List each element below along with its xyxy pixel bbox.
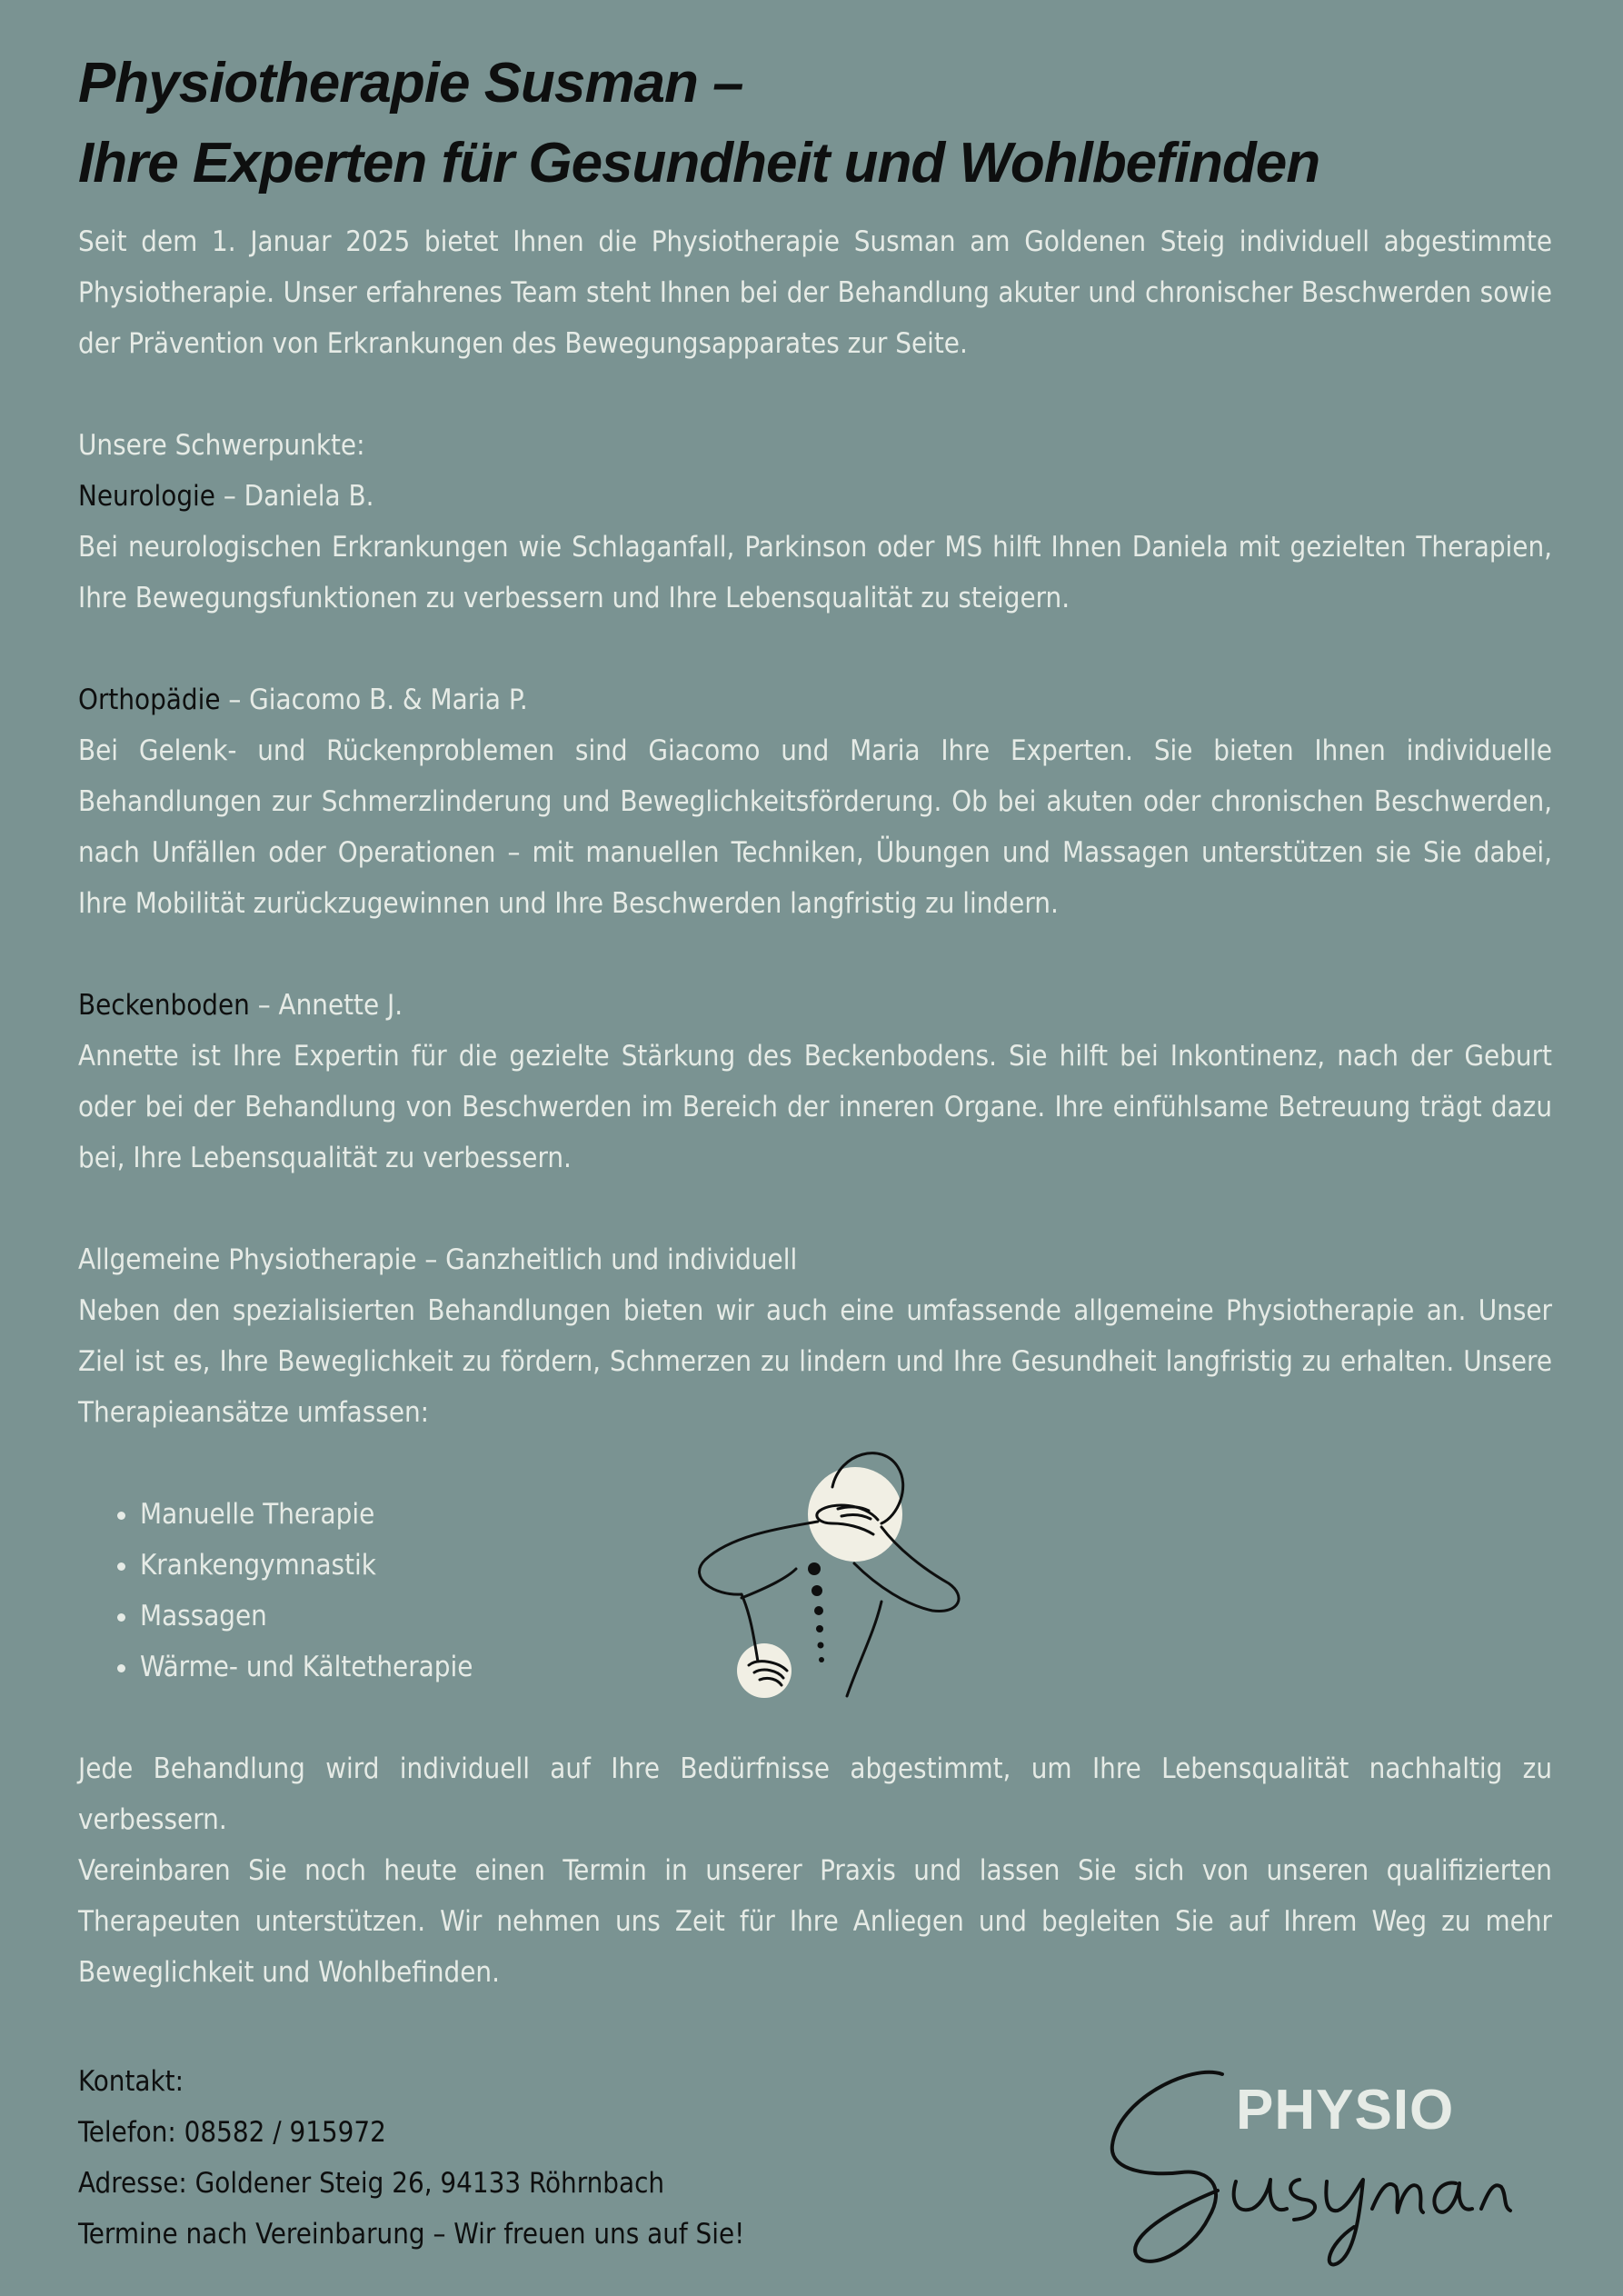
neuro-heading [78,471,1552,522]
shoulder-line [700,1522,818,1594]
page-title [78,44,1552,204]
contact-address: Adresse: Goldener Steig 26, 94133 Röhrnbach [78,2167,665,2200]
intro-paragraph: Seit dem 1. Januar 2025 bietet Ihnen die Physiotherapie Susman am Goldenen Steig individuell abgestimmte Physiotherapie. Unser erfahrenes Team steht Ihnen bei der Behandlung akuter und chronischer Beschwerden sowie der Prävention von Erkrankungen des Bewegungsapparates zur Seite. [78,225,1552,360]
logo-physio-word: PHYSIO [1236,2079,1455,2141]
neuro-staff: – Daniela B. [214,480,374,513]
flyer-content [78,44,1552,1998]
back-pain-illustration [660,1433,1014,1732]
focus-heading: Unsere Schwerpunkte: [78,429,365,462]
closing-paragraph-1: Jede Behandlung wird individuell auf Ihre Bedürfnisse abgestimmt, um Ihre Lebensqualität nachhaltig zu verbessern. [78,1752,1552,1836]
closing-paragraph-2: Vereinbaren Sie noch heute einen Termin in unserer Praxis und lassen Sie sich von unseren qualifizierten Therapeuten unterstützen. Wir nehmen uns Zeit für Ihre Anliegen und begleiten Sie auf Ihrem Weg zu mehr Beweglichkeit und Wohlbefinden. [78,1854,1552,1989]
pelvic-heading [78,980,1552,1031]
list-item: • Manuelle Therapie [140,1489,1552,1540]
therapy-list-area [78,1489,1552,1743]
torso-left [742,1569,796,1598]
list-item: • Massagen [140,1591,1552,1642]
list-item: • Wärme- und Kältetherapie [140,1642,1552,1692]
ortho-paragraph: Bei Gelenk- und Rückenproblemen sind Giacomo und Maria Ihre Experten. Sie bieten Ihnen individuelle Behandlungen zur Schmerzlinderung und Beweglichkeitsförderung. Ob bei akuten oder chronischen Beschwerden, nach Unfällen oder Operationen – mit manuellen Techniken, Übungen und Massagen unterstützen sie Sie dabei, Ihre Mobilität zurückzugewinnen und Ihre Beschwerden langfristig zu lindern. [78,734,1552,920]
contact-block [78,2056,744,2260]
list-item: • Krankengymnastik [140,1540,1552,1591]
contact-phone: Telefon: 08582 / 915972 [78,2116,386,2149]
torso-right [847,1602,881,1696]
ortho-heading [78,674,1552,725]
neuro-name: Neurologie [78,480,215,513]
neuro-paragraph: Bei neurologischen Erkrankungen wie Schlaganfall, Parkinson oder MS hilft Ihnen Daniela mit gezielten Therapien, Ihre Bewegungsfunktionen zu verbessern und Ihre Lebensqualität zu steigern. [78,531,1552,614]
pelvic-paragraph: Annette ist Ihre Expertin für die gezielte Stärkung des Beckenbodens. Sie hilft bei Inkontinenz, nach der Geburt oder bei der Behandlung von Beschwerden im Bereich der inneren Organe. Ihre einfühlsame Betreuung trägt dazu bei, Ihre Lebensqualität zu verbessern. [78,1040,1552,1174]
ortho-staff: – Giacomo B. & Maria P. [220,684,528,716]
spine-dots [808,1562,824,1662]
contact-appointments: Termine nach Vereinbarung – Wir freuen uns auf Sie! [78,2218,745,2251]
pelvic-staff: – Annette J. [249,989,403,1022]
physio-susman-logo [1100,2063,1518,2281]
ortho-name: Orthopädie [78,684,221,716]
pelvic-name: Beckenboden [78,989,250,1022]
general-paragraph: Neben den spezialisierten Behandlungen bieten wir auch eine umfassende allgemeine Physiotherapie an. Unser Ziel ist es, Ihre Beweglichkeit zu fördern, Schmerzen zu lindern und Ihre Gesundheit langfristig zu erhalten. Unsere Therapieansätze umfassen: [78,1294,1552,1429]
contact-heading: Kontakt: [78,2065,184,2098]
logo-script-signature [1100,2063,1518,2281]
title-line-1: Physiotherapie Susman – [78,52,743,115]
title-line-2: Ihre Experten für Gesundheit und Wohlbefinden [78,132,1320,195]
general-heading: Allgemeine Physiotherapie – Ganzheitlich und individuell [78,1243,798,1276]
